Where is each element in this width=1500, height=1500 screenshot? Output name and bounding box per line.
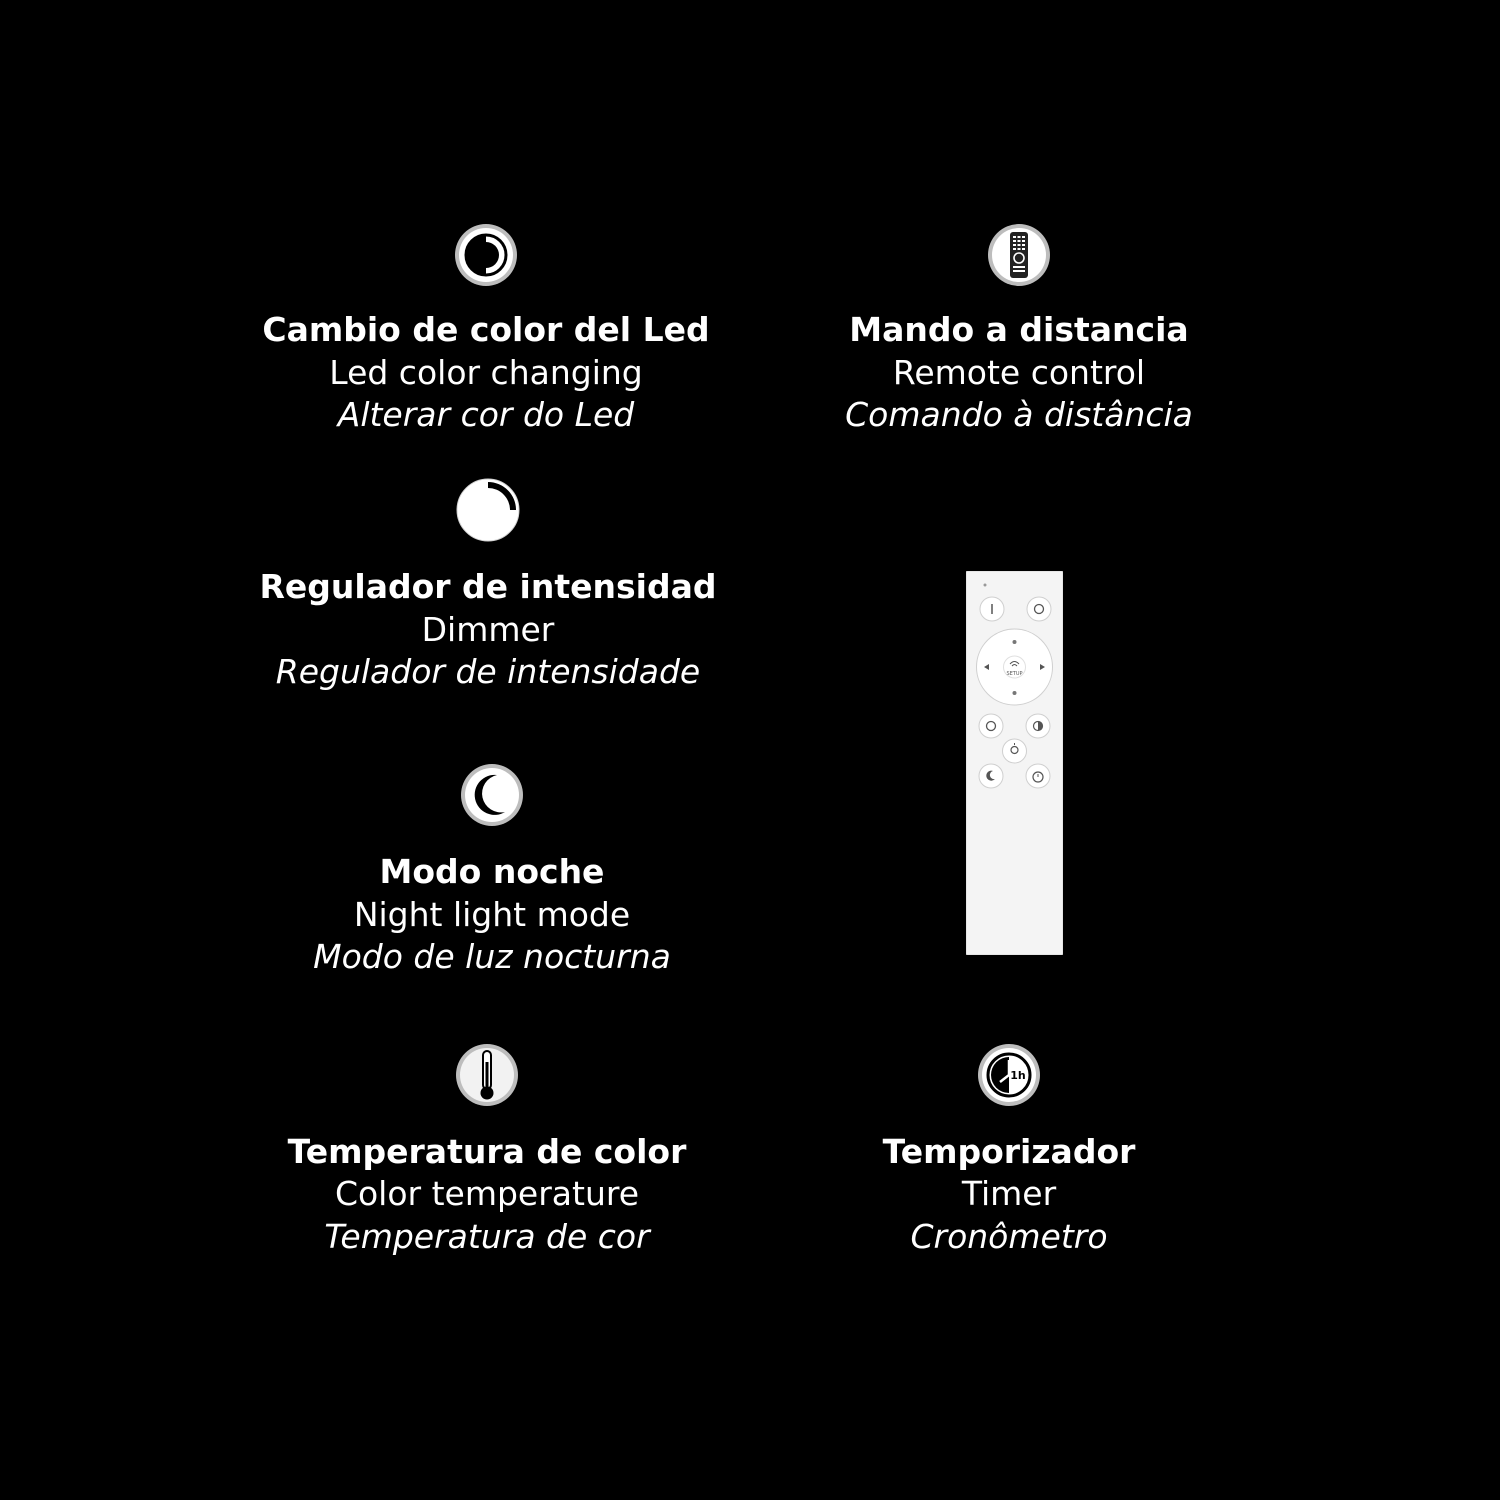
remote-setup-label: SETUP (1006, 671, 1023, 677)
remote-device-image (966, 571, 1063, 955)
feature-title-es: Temperatura de color (287, 1132, 687, 1171)
dimmer-icon (455, 477, 521, 543)
timer-icon (976, 1042, 1042, 1108)
feature-title-en: Night light mode (353, 895, 631, 934)
feature-title-en: Led color changing (329, 353, 643, 392)
feature-title-pt: Comando à distância (845, 395, 1193, 434)
feature-title-pt: Alterar cor do Led (337, 395, 635, 434)
feature-title-pt: Cronômetro (910, 1217, 1108, 1256)
feature-title-en: Dimmer (421, 610, 555, 649)
color-change-icon (453, 222, 519, 288)
feature-title-es: Mando a distancia (849, 310, 1189, 349)
feature-title-es: Temporizador (882, 1132, 1136, 1171)
feature-title-en: Remote control (892, 353, 1146, 392)
feature-title-en: Color temperature (334, 1174, 640, 1213)
feature-title-pt: Temperatura de cor (324, 1217, 650, 1256)
thermometer-icon (454, 1042, 520, 1108)
timer-icon-label: 1h (1010, 1069, 1026, 1082)
feature-title-es: Modo noche (379, 852, 605, 891)
feature-title-es: Cambio de color del Led (262, 310, 710, 349)
feature-title-es: Regulador de intensidad (259, 567, 717, 606)
feature-title-en: Timer (961, 1174, 1057, 1213)
feature-title-pt: Modo de luz nocturna (313, 937, 671, 976)
remote-control-icon (986, 222, 1052, 288)
feature-title-pt: Regulador de intensidade (275, 652, 701, 691)
moon-icon (459, 762, 525, 828)
